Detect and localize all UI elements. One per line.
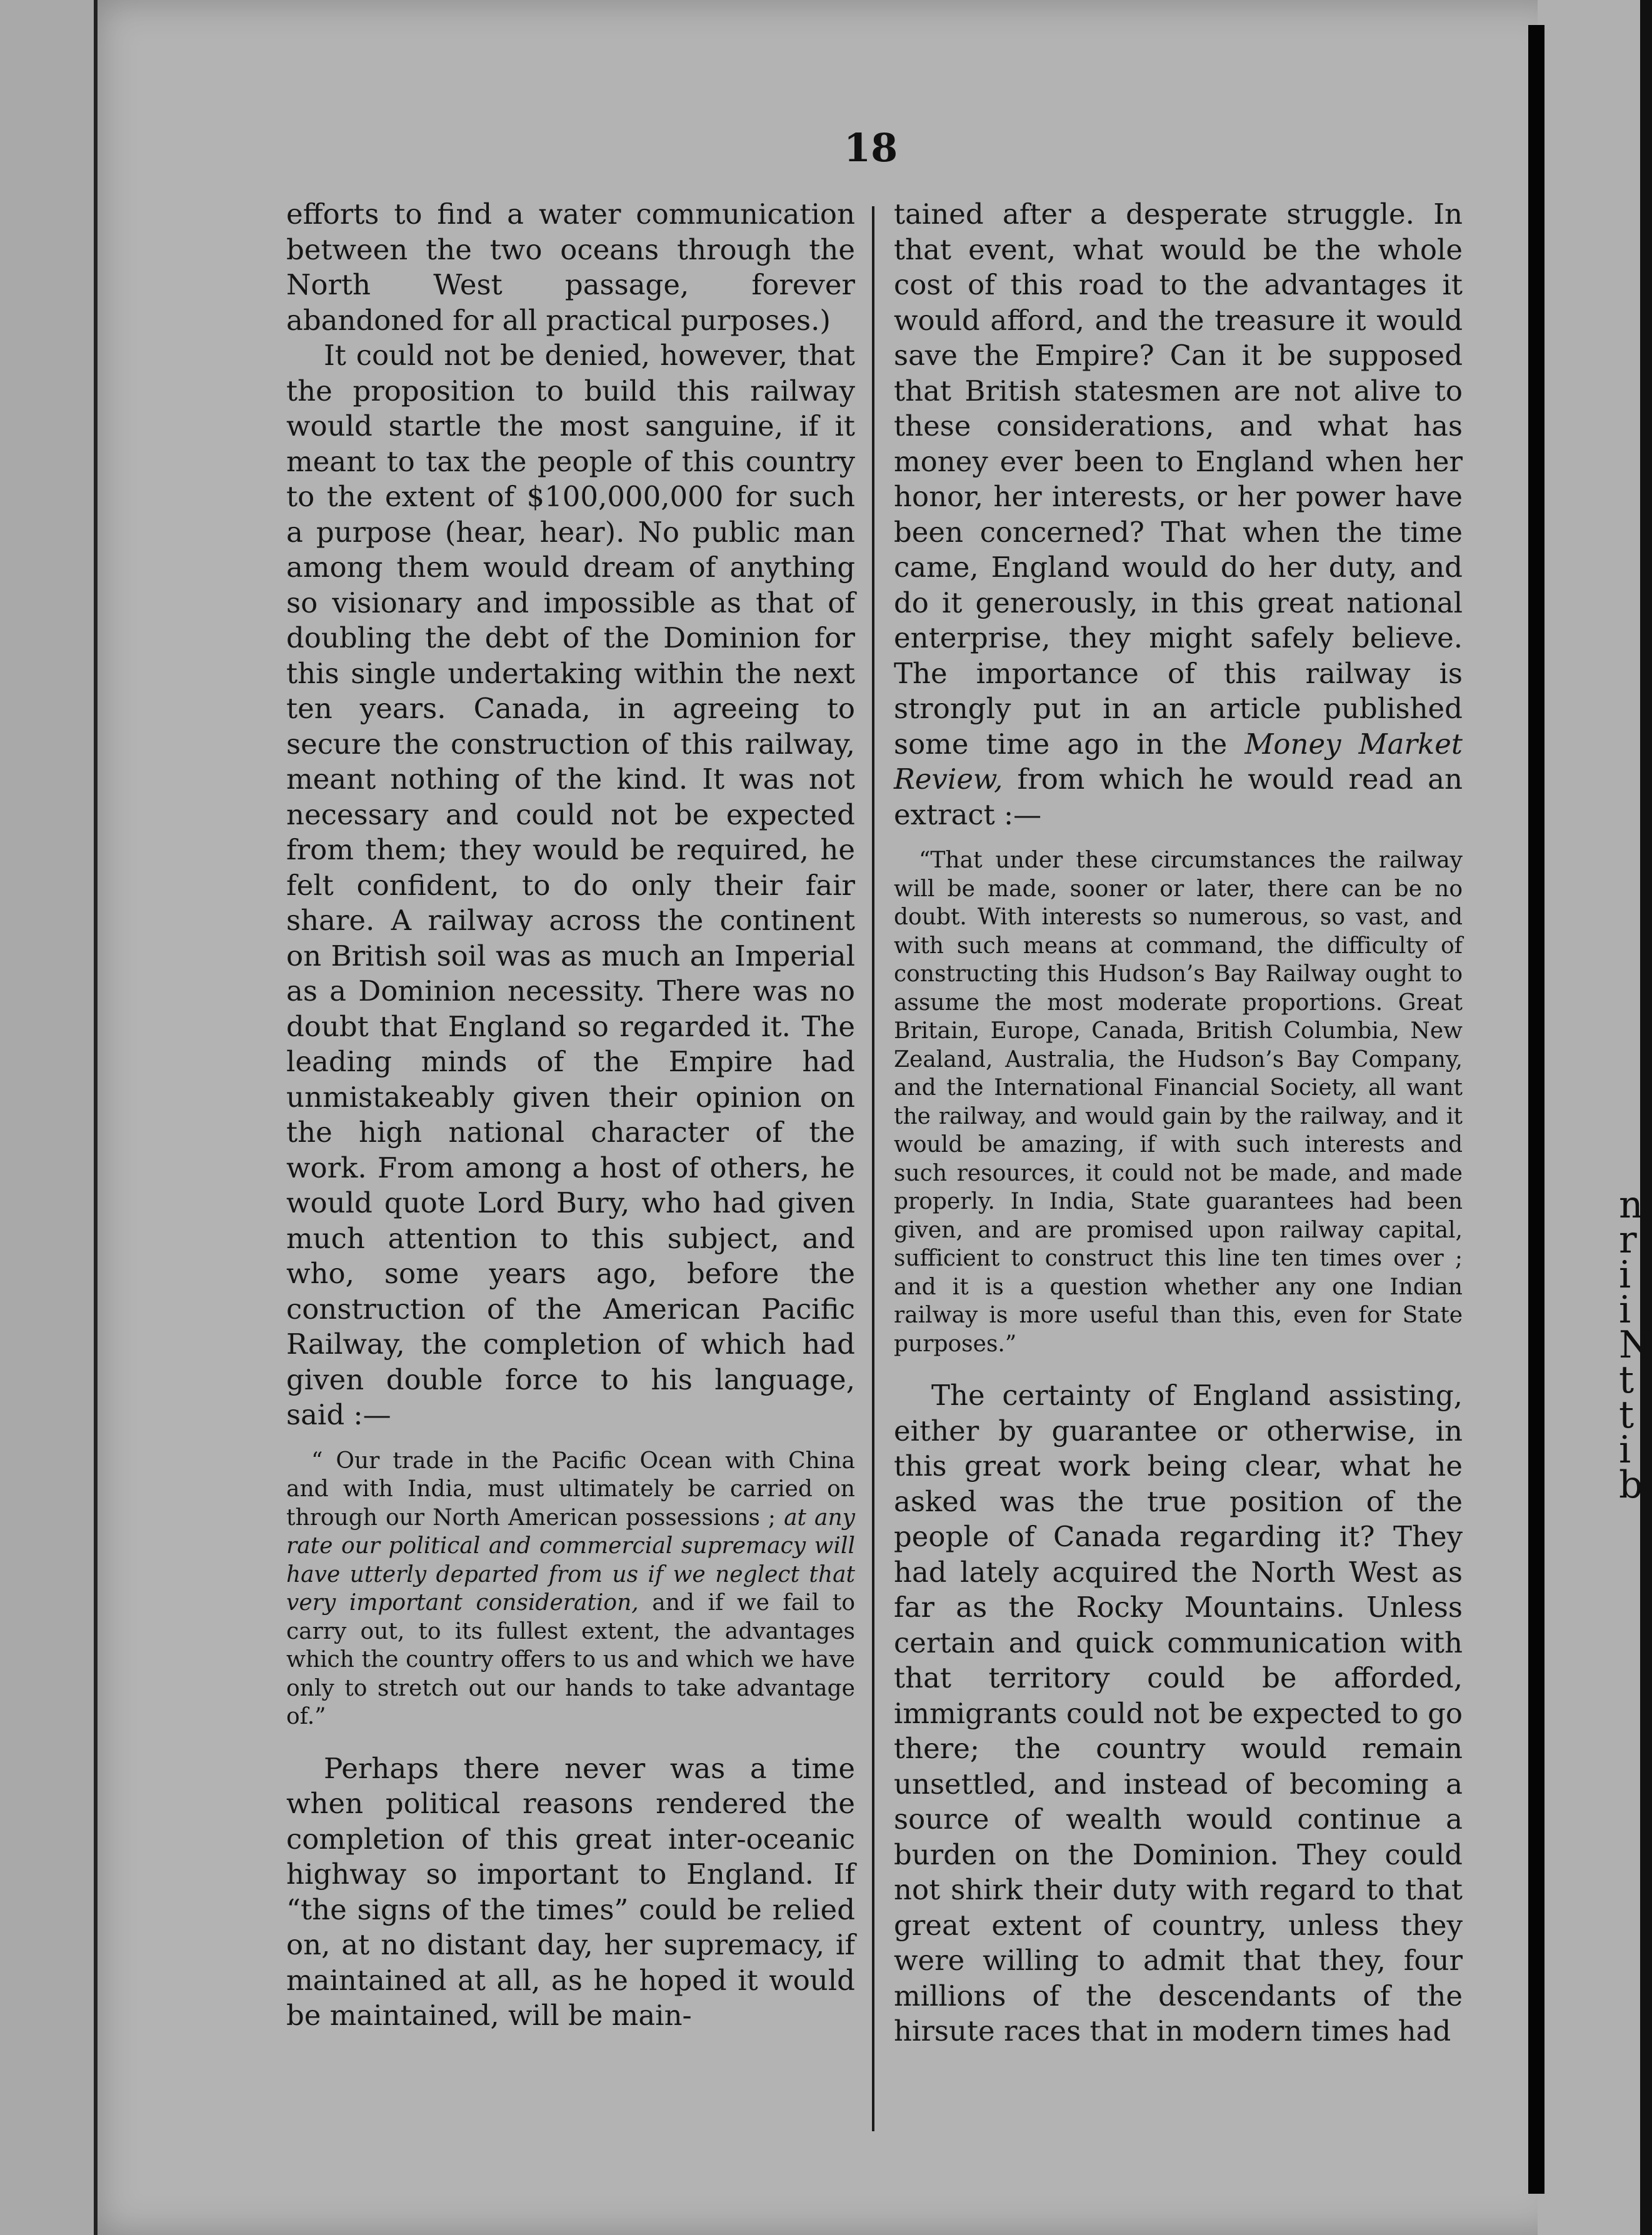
paragraph-text: tained after a desperate struggle. In that event, what would be the whole cost of this road to the advantages it would afford, and the treasure it would save the Empire? Can it be supposed that British statesmen are not alive to these considerations, and what has money ever been to England when her honor, her interests, or her power have been concerned? That when the time came, England would do her duty, and do it generously, in this great national enterprise, they might safely believe. The importance of this railway is strongly put in an article published some time ago in the [894,198,1463,761]
column-divider [872,206,874,2131]
bleed-letter: t [1619,1393,1634,1437]
right-column [894,197,1463,2049]
bleed-letter: b [1619,1463,1643,1507]
page-edge [0,0,28,2235]
bleed-letter: N [1619,1323,1652,1367]
bleed-letter: i [1619,1253,1631,1297]
paragraph: Perhaps there never was a time when political reasons rendered the completion of this great inter-oceanic highway so important to England. If “the signs of the times” could be relied on, at no distant day, her supremacy, if maintained at all, as he hoped it would be maintained, will be main- [286,1751,855,2032]
quote-text: and if we fail to carry out, to its fullest extent, the advantages which the country offers to us and which we have only to stretch out our hands to take advantage of.” [286,1590,855,1729]
quote-text: “ Our trade in the Pacific Ocean with China and with India, must ultimately be carried on through our North American possessions ; [286,1448,855,1531]
bleed-letter: r [1619,1218,1637,1262]
bleed-letter: n [1619,1183,1643,1227]
paragraph [894,197,1463,832]
paragraph-text: from which he would read an extract :— [894,762,1463,831]
publication-title: Money Market Review, [894,727,1463,796]
page-gutter-shadow [1528,25,1544,2194]
paragraph: efforts to find a water communication between the two oceans through the North West passage, forever abandoned for all practical purposes.) [286,198,855,337]
paragraph: It could not be denied, however, that the proposition to build this railway would startle the most sanguine, if it meant to tax the people of this country to the extent of $100,000,000 for such a purpose (hear, hear). No public man among them would dream of anything so visionary and impossible as that of doubling the debt of the Dominion for this single undertaking within the next ten years. Canada, in agreeing to secure the construction of this railway, meant nothing of the kind. It was not necessary and could not be expected from them; they would be required, he felt confident, to do only their fair share. A railway across the continent on British soil was as much an Imperial as a Dominion necessity. There was no doubt that England so regarded it. The leading minds of the Empire had unmistakeably given their opinion on the high national character of the work. From among a host of others, he would quote Lord Bury, who had given much attention to this subject, and who, some years ago, before the construction of the American Pacific Railway, the completion of which had given double force to his language, said :— [286,339,855,1431]
left-column [286,197,855,2034]
quote-italic-text: at any rate our political and commercial supremacy will have utterly departed from us if we neglect that very important consideration, [286,1504,855,1616]
block-quote-lord-bury [286,1447,855,1731]
block-quote-money-market-review: “That under these circumstances the railway will be made, sooner or later, there can be no doubt. With interests so numerous, so vast, and with such means at command, the difficulty of constructing this Hudson’s Bay Railway ought to assume the most moderate proportions. Great Britain, Europe, Canada, British Columbia, New Zealand, Australia, the Hudson’s Bay Company, and the International Financial Society, all want the railway, and would gain by the railway, and it would be amazing, if with such interests and such resources, it could not be made, and made properly. In India, State guarantees had been given, and are promised upon railway capital, sufficient to construct this line ten times over ; and it is a question whether any one Indian railway is more useful than this, even for State purposes.” [894,848,1463,1357]
next-page-bleed-letters [1619,1183,1652,1507]
page-number: 18 [844,125,898,171]
bleed-letter: i [1619,1428,1631,1472]
page-edge [25,0,46,2235]
page-edge [44,0,65,2235]
next-page-strip [1538,0,1652,2235]
bleed-letter: t [1619,1358,1634,1402]
paragraph: The certainty of England assisting, either by guarantee or otherwise, in this great work being clear, what he asked was the true position of the people of Canada regarding it? They had lately acquired the North West as far as the Rocky Mountains. Unless certain and quick communication with that territory could be afforded, immigrants could not be expected to go there; the country would remain unsettled, and instead of becoming a source of wealth would continue a burden on the Dominion. They could not shirk their duty with regard to that great extent of country, unless they were willing to admit that they, four millions of the descendants of the hirsute races that in modern times had [894,1379,1463,2048]
bleed-letter: i [1619,1288,1631,1332]
